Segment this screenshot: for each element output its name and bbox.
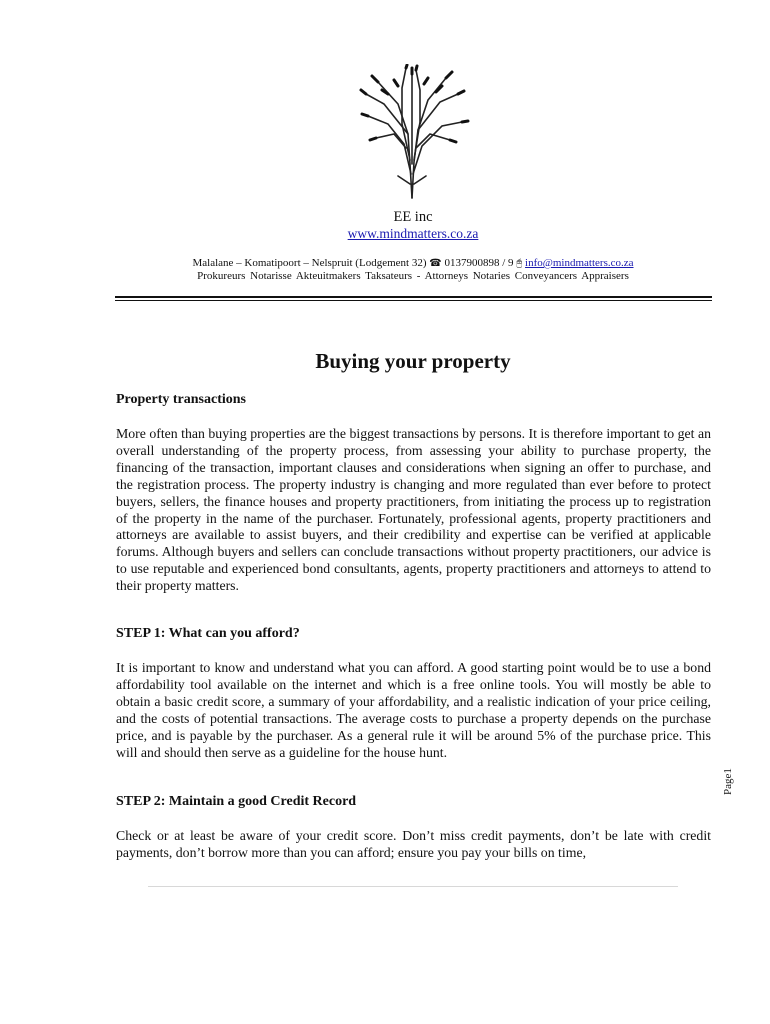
section-body-step-1: It is important to know and understand what you can afford. A good starting point would be to use a bond affordability tool available on the internet and which is a free online tools. You will mostly be able to obtain a basic credit score, a summary of your affordability, and a realistic indication of your price ceiling, and the costs of potential transactions. The average costs to purchase a property depends on the purchase price, and is payable by the purchaser. As a general rule it will be around 5% of the purchase price. This will and should then serve as a guideline for the house hunt. bbox=[116, 660, 711, 760]
section-heading-property-transactions: Property transactions bbox=[116, 392, 246, 407]
tree-logo bbox=[358, 64, 470, 200]
section-heading-step-2: STEP 2: Maintain a good Credit Record bbox=[116, 794, 357, 809]
footer-divider bbox=[148, 886, 678, 887]
company-name: EE inc bbox=[393, 209, 433, 225]
section-heading-step-1: STEP 1: What can you afford? bbox=[116, 626, 300, 641]
mouse-icon: 🖰 bbox=[516, 258, 523, 269]
header-divider bbox=[115, 296, 712, 298]
practice-areas: Prokureurs Notarisse Akteuitmakers Taksateurs - Attorneys Notaries Conveyancers Appraisers bbox=[197, 270, 629, 282]
section-body-step-2: Check or at least be aware of your credit score. Don’t miss credit payments, don’t be late with credit payments, don’t borrow more than you can afford; ensure you pay your bills on time, bbox=[116, 828, 711, 860]
telephone-icon: ☎ bbox=[429, 258, 442, 269]
contact-prefix: Malalane – Komatipoort – Nelspruit (Lodgement 32) bbox=[192, 257, 427, 269]
email-link[interactable]: info@mindmatters.co.za bbox=[525, 257, 634, 269]
section-body-property-transactions: More often than buying properties are the biggest transactions by persons. It is therefore important to get an overall understanding of the property process, from assessing your ability to purchase property, the financing of the transaction, important clauses and considerations when signing an offer to purchase, and the registration process. The property industry is changing and more regulated than ever before to protect buyers, sellers, the finance houses and property practitioners, from initiating the process up to registration of the property in the name of the purchaser. Fortunately, professional agents, property practitioners and attorneys are available to assist buyers, and their credibility and expertise can be verified at applicable forums. Although buyers and sellers can conclude transactions without property practitioners, our advice is to use reputable and experienced bond consultants, agents, property practitioners and attorneys to attend to their property matters. bbox=[116, 426, 711, 594]
contact-line bbox=[0, 257, 770, 269]
header-divider-thin bbox=[115, 300, 712, 301]
document-title: Buying your property bbox=[315, 349, 511, 373]
phone-number: 0137900898 / 9 bbox=[444, 257, 514, 269]
page-number: Page1 bbox=[722, 768, 734, 795]
website-link[interactable]: www.mindmatters.co.za bbox=[347, 226, 479, 241]
